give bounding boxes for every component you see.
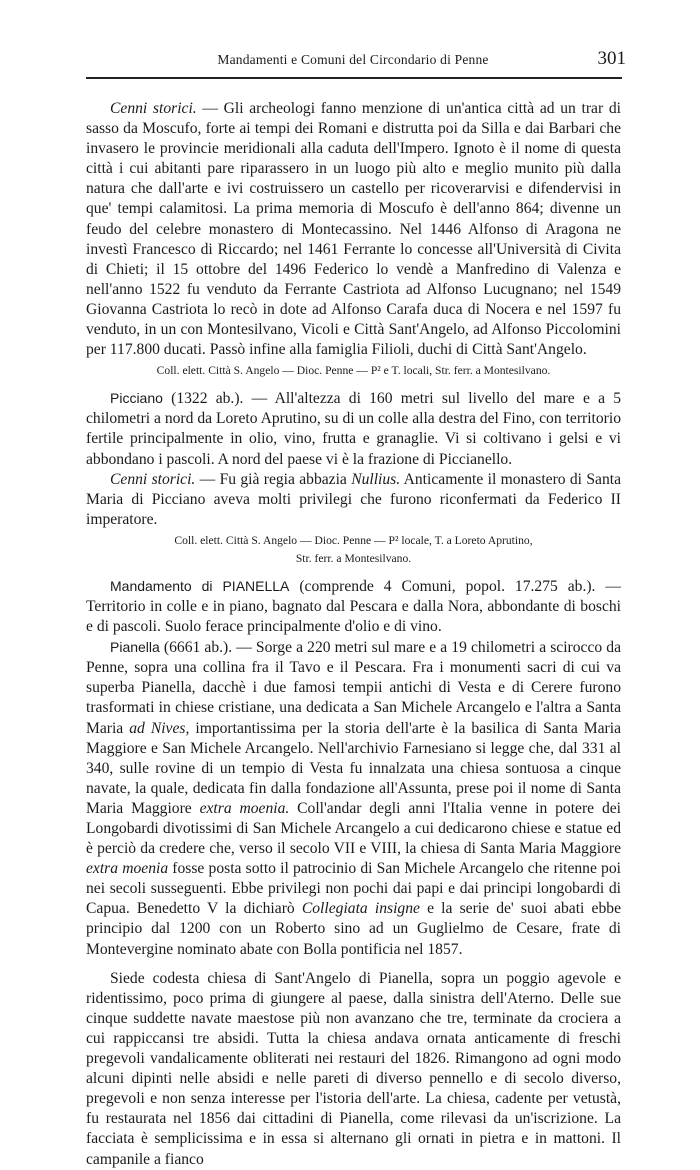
pianella-text-1: (6661 ab.). — Sorge a 220 metri sul mare e a 19 chilometri a scirocco da Penne, sopra una collina fra il Tavo e il Pescara. Fra i monumenti sacri di cui va superba Pianella, dacchè i due famosi tempii antichi di Vesta e di Cerere furono trasformati in chiese cristiane, una dedicata a San Michele Arcangelo e l'altra a Santa Maria [86, 639, 621, 737]
nullius-term: Nullius. [351, 470, 401, 488]
moscufo-history-text: — Gli archeologi fanno menzione di un'antica città ad un trar di sasso da Moscufo, forte ai tempi dei Romani e distrutta poi da Silla e dai Barbari che invasero le provincie meridionali alla caduta dell'Impero. Ignoto è il nome di questa città i cui abitanti pare riparassero in un luogo più alto e meglio munito più dalla natura che dall'arte e ivi costruissero un castello per ricoverarvisi e difendervisi in que' tempi calamitosi. La prima memoria di Moscufo è dell'anno 864; divenne un feudo del celebre monastero di Montecassino. Nel 1446 Alfonso di Aragona ne investì Francesco di Riccardo; nel 1461 Ferrante lo concesse all'Università di Civita di Chieti; il 15 ottobre del 1496 Federico lo vendè a Manfredino di Valenza e nell'anno 1522 fu venduto da Ferrante Castriota ad Alfonso Lucugnano; nel 1549 Giovanna Castriota lo recò in dote ad Alfonso Carafa duca di Nocera e nel 1597 fu venduto, in un con Montesilvano, Vicoli e Città Sant'Angelo, ad Alfonso Piccolomini per 117.800 ducati. Passò infine alla famiglia Filioli, duchi di Città Sant'Angelo. [86, 100, 621, 359]
pianella-text-4: fosse posta sotto il patrocinio di San Michele Arcangelo che ritenne poi nei secoli susseguenti. Ebbe privilegi non pochi dai papi e dai principi longobardi di Capua. Benedetto V la dichiarò [86, 860, 621, 918]
mandamento-heading: Mandamento di PIANELLA [110, 577, 290, 594]
ad-nives-term: ad Nives, [129, 719, 190, 737]
picciano-description: — All'altezza di 160 metri sul livello del mare e a 5 chilometri a nord da Loreto Aprutino, su di un colle alla destra del Fino, con territorio fertile principalmente in olio, vino, frutta e granaglie. Vi si coltivano i gelsi e vi abbondano i pascoli. A nord del paese vi è la frazione di Piccianello. [86, 390, 621, 468]
moscufo-history-paragraph [86, 99, 621, 360]
running-header [86, 48, 626, 74]
page-number: 301 [597, 48, 626, 69]
mandamento-text: (comprende 4 Comuni, popol. 17.275 ab.). — Territorio in colle e in piano, bagnato dal Pescara e dalla Nora, abbondante di boschi e di pascoli. Suolo ferace principalmente d'olio e di vino. [86, 577, 621, 636]
header-rule [86, 77, 622, 79]
pianella-paragraph [86, 637, 621, 960]
pianella-heading: Pianella [110, 639, 160, 656]
pianella-text-2: importantissima per la storia dell'arte è la basilica di Santa Maria Maggiore e San Michele Arcangelo. Nell'archivio Farnesiano si legge che, dal 331 al 340, sulle rovine di un tempio di Vesta fu innalzata una chiesa sontuosa a cinque navate, la quale, dedicata fin dalla fondazione all'Assunta, prese poi il nome di Santa Maria Maggiore [86, 719, 621, 817]
picciano-history-text: — Fu già regia abbazia [195, 470, 352, 488]
collegiata-insigne-term: Collegiata insigne [301, 900, 420, 918]
pianella-text-3: Coll'andar degli anni l'Italia venne in potere dei Longobardi divotissimi di San Michele Arcangelo a cui dedicarono chiese e statue ed è perciò da credere che, verso il secolo VII e VIII, la chiesa di Santa Maria Maggiore [86, 799, 621, 858]
extra-moenia-term: extra moenia. [199, 799, 290, 817]
cenni-storici-label: Cenni storici. [110, 470, 196, 488]
pianella-text-5: e la serie de' suoi abati ebbe principio dal 1200 con un Roberto sino ad un Guglielmo de Cesare, frate di Montevergine nominato abate con Bolla pontificia nel 1857. [86, 900, 621, 958]
pianella-church-paragraph: Siede codesta chiesa di Sant'Angelo di Pianella, sopra un poggio agevole e ridentissimo, poco prima di giungere al paese, dalla sinistra dell'Aterno. Delle sue cinque suddette navate maestose più non avanzano che tre, terminate da crociera a cui rappiccansi tre absidi. Tutta la chiesa andava ornata anticamente di freschi pregevoli vandalicamente obliterati nei restauri del 1826. Rimangono ad ogni modo alcuni dipinti nelle absidi e nelle pareti di diverso pennello e di secolo diverso, pregevoli e non senza interesse per l'istoria dell'arte. La chiesa, cadente per vetustà, fu restaurata nel 1856 dai cittadini di Pianella, come rilevasi da un'iscrizione. La facciata è semplicissima e in essa si alternano gli ornati in pietra e in mattoni. Il campanile a fianco [86, 969, 621, 1168]
picciano-history-text-2: Anticamente il monastero di Santa Maria di Picciano aveva molti privilegi che furono riconfermati da Federico II imperatore. [86, 470, 621, 528]
page-body [86, 99, 621, 1170]
moscufo-admin-note: Coll. elett. Città S. Angelo — Dioc. Penne — P² e T. locali, Str. ferr. a Montesilvano. [156, 364, 551, 378]
running-title: Mandamenti e Comuni del Circondario di Penne [217, 52, 489, 67]
picciano-population: (1322 ab.). [162, 390, 244, 408]
picciano-heading: Picciano [110, 390, 163, 407]
mandamento-paragraph [86, 576, 621, 637]
picciano-paragraph [86, 388, 621, 469]
extra-moenia-term-2: extra moenia [86, 860, 169, 878]
picciano-admin-note: Coll. elett. Città S. Angelo — Dioc. Penne — P² locale, T. a Loreto Aprutino, [174, 533, 533, 547]
cenni-storici-label: Cenni storici. [110, 100, 197, 117]
picciano-history-paragraph [86, 470, 621, 530]
picciano-admin-note-2: Str. ferr. a Montesilvano. [295, 551, 412, 565]
